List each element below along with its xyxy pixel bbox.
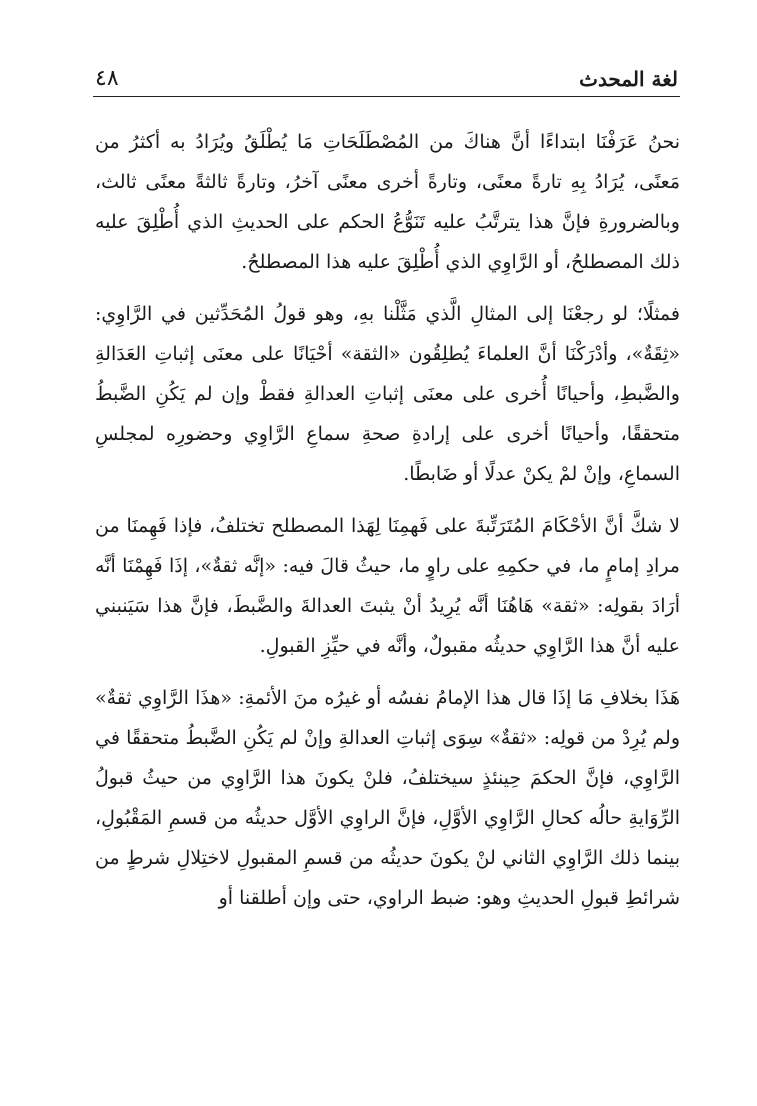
body-text: [95, 122, 680, 930]
running-title: لغة المحدث: [579, 67, 678, 91]
paragraph-3: لا شكَّ أنَّ الأحْكَامَ المُتَرَتِّبةَ على فَهمِنَا لِهَذا المصطلح تختلفُ، فإذا فَهِمنَا من مرادِ إمامٍ ما، في حكمِهِ على راوٍ ما، حيثُ قالَ فيه: «إنَّه ثقةٌ»، إذَا فَهِمْنَا أنَّه أرَادَ بقولِه: «ثقة» هَاهُنَا أنَّه يُرِيدُ أنْ يثبتَ العدالةَ والضَّبطَ، فإنَّ هذا سَيَنبني عليه أنَّ هذا الرَّاوِي حديثُه مقبولٌ، وأنَّه في حيِّزِ القبولِ.: [95, 515, 680, 657]
paragraph-4: هَذَا بخلافِ مَا إذَا قال هذا الإمامُ نفسُه أو غيرُه منَ الأئمةِ: «هذَا الرَّاوِي ثقةٌ» ولم يُرِدْ من قولِه: «ثقةٌ» سِوَى إثباتِ العدالةِ وإنْ لم يَكُنِ الضَّبطُ متحققًا في الرَّاوِي، فإنَّ الحكمَ حِينئذٍ سيختلفُ، فلنْ يكونَ هذا الرَّاوِي من حيثُ قبولُ الرِّوَايةِ حالُه كحالِ الرَّاوِي الأوَّلِ، فإنَّ الراوِي الأوَّل حديثُه من قسمِ المَقْبُولِ، بينما ذلك الرَّاوِي الثاني لنْ يكونَ حديثُه من قسمِ المقبولِ لاختِلالِ شرطٍ من شرائطِ قبولِ الحديثِ وهو: ضبط الراوي، حتى وإن أطلقنا أو: [95, 687, 680, 909]
page-header: [95, 62, 678, 92]
paragraph-1: نحنُ عَرَفْنَا ابتداءًا أنَّ هناكَ من المُصْطَلَحَاتِ مَا يُطْلَقُ ويُرَادُ به أكثرُ من مَعنًى، يُرَادُ بِهِ تارةً معنًى، وتارةً أخرى معنًى آخرُ، وتارةً ثالثةً معنًى ثالث، وبالضرورةِ فإنَّ هذا يترتَّبُ عليه تَنَوُّعُ الحكم على الحديثِ الذي أُطْلِقَ عليه ذلك المصطلحُ، أو الرَّاوِي الذي أُطْلِقَ عليه هذا المصطلحُ.: [95, 131, 680, 273]
paragraph-2: فمثلًا؛ لو رجعْنَا إلى المثالِ الَّذي مَثَّلْنا بهِ، وهو قولُ المُحَدِّثين في الرَّاوِي: «ثِقَةٌ»، وأدْرَكْنَا أنَّ العلماءَ يُطلِقُون «الثقة» أحْيَانًا على معنَى إثباتِ العَدَالةِ والضَّبطِ، وأحيانًا أُخرى على معنَى إثباتِ العدالةِ فقطْ وإن لم يَكُنِ الضَّبطُ متحققًا، وأحيانًا أخرى على إرادةِ صحةِ سماعِ الرَّاوِي وحضورِه لمجلسِ السماعِ، وإنْ لمْ يكنْ عدلًا أو ضَابطًا.: [95, 303, 680, 485]
header-divider: [93, 96, 680, 97]
page-number: ٤٨: [95, 66, 119, 91]
